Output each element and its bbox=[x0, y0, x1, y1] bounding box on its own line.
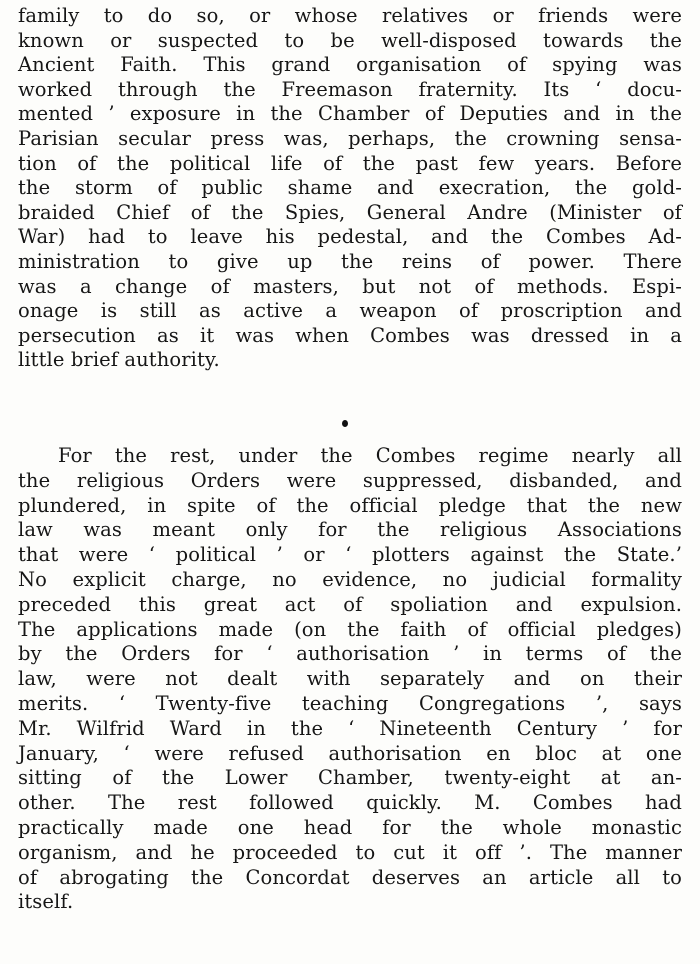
text-line: persecution as it was when Combes was dressed in a bbox=[18, 323, 682, 347]
text-line: the religious Orders were suppressed, disbanded, and bbox=[18, 468, 682, 492]
text-line: organism, and he proceeded to cut it off ’. The manner bbox=[18, 840, 682, 864]
text-line: by the Orders for ‘ authorisation ’ in terms of the bbox=[18, 642, 682, 666]
text-line: law, were not dealt with separately and on their bbox=[18, 667, 682, 691]
text-line: Ancient Faith. This grand organisation of spying was bbox=[18, 53, 682, 77]
text-line: tion of the political life of the past few years. Before bbox=[18, 151, 682, 175]
text-line: ministration to give up the reins of power. There bbox=[18, 250, 682, 273]
text-line: worked through the Freemason fraternity. Its ‘ docu- bbox=[18, 77, 682, 101]
text-line: The applications made (on the faith of official pledges) bbox=[18, 617, 682, 641]
text-line: braided Chief of the Spies, General Andre (Minister of bbox=[18, 200, 682, 224]
text-line: War) had to leave his pedestal, and the Combes Ad- bbox=[18, 225, 682, 249]
text-line: of abrogating the Concordat deserves an article all to bbox=[18, 865, 682, 889]
text-line: other. The rest followed quickly. M. Combes had bbox=[18, 791, 682, 815]
text-line: No explicit charge, no evidence, no judicial formality bbox=[18, 568, 682, 591]
text-line: practically made one head for the whole monastic bbox=[18, 816, 682, 839]
text-line: sitting of the Lower Chamber, twenty-eight at an- bbox=[18, 766, 682, 790]
text-line: was a change of masters, but not of methods. Espi- bbox=[18, 274, 682, 298]
text-line: Parisian secular press was, perhaps, the crowning sensa- bbox=[18, 127, 682, 150]
text-line: mented ’ exposure in the Chamber of Deputies and in the bbox=[18, 102, 682, 126]
text-line: January, ‘ were refused authorisation en bloc at one bbox=[18, 741, 682, 765]
text-line: law was meant only for the religious Associations bbox=[18, 518, 682, 542]
text-line: little brief authority. bbox=[18, 348, 220, 372]
section-ornament bbox=[342, 420, 348, 427]
text-line: plundered, in spite of the official pledge that the new bbox=[18, 493, 682, 517]
text-line: known or suspected to be well-disposed towards the bbox=[18, 28, 682, 52]
text-line: that were ‘ political ’ or ‘ plotters against the State.’ bbox=[18, 543, 682, 567]
text-line: For the rest, under the Combes regime nearly all bbox=[58, 444, 682, 467]
text-line: itself. bbox=[18, 890, 74, 914]
text-line: Mr. Wilfrid Ward in the ‘ Nineteenth Century ’ for bbox=[18, 716, 682, 740]
text-line: onage is still as active a weapon of proscription and bbox=[18, 299, 682, 323]
text-line: preceded this great act of spoliation and expulsion. bbox=[18, 592, 682, 616]
text-line: merits. ‘ Twenty-five teaching Congregations ’, says bbox=[18, 692, 682, 715]
text-line: family to do so, or whose relatives or friends were bbox=[18, 4, 682, 27]
text-line: the storm of public shame and execration, the gold- bbox=[18, 176, 682, 200]
